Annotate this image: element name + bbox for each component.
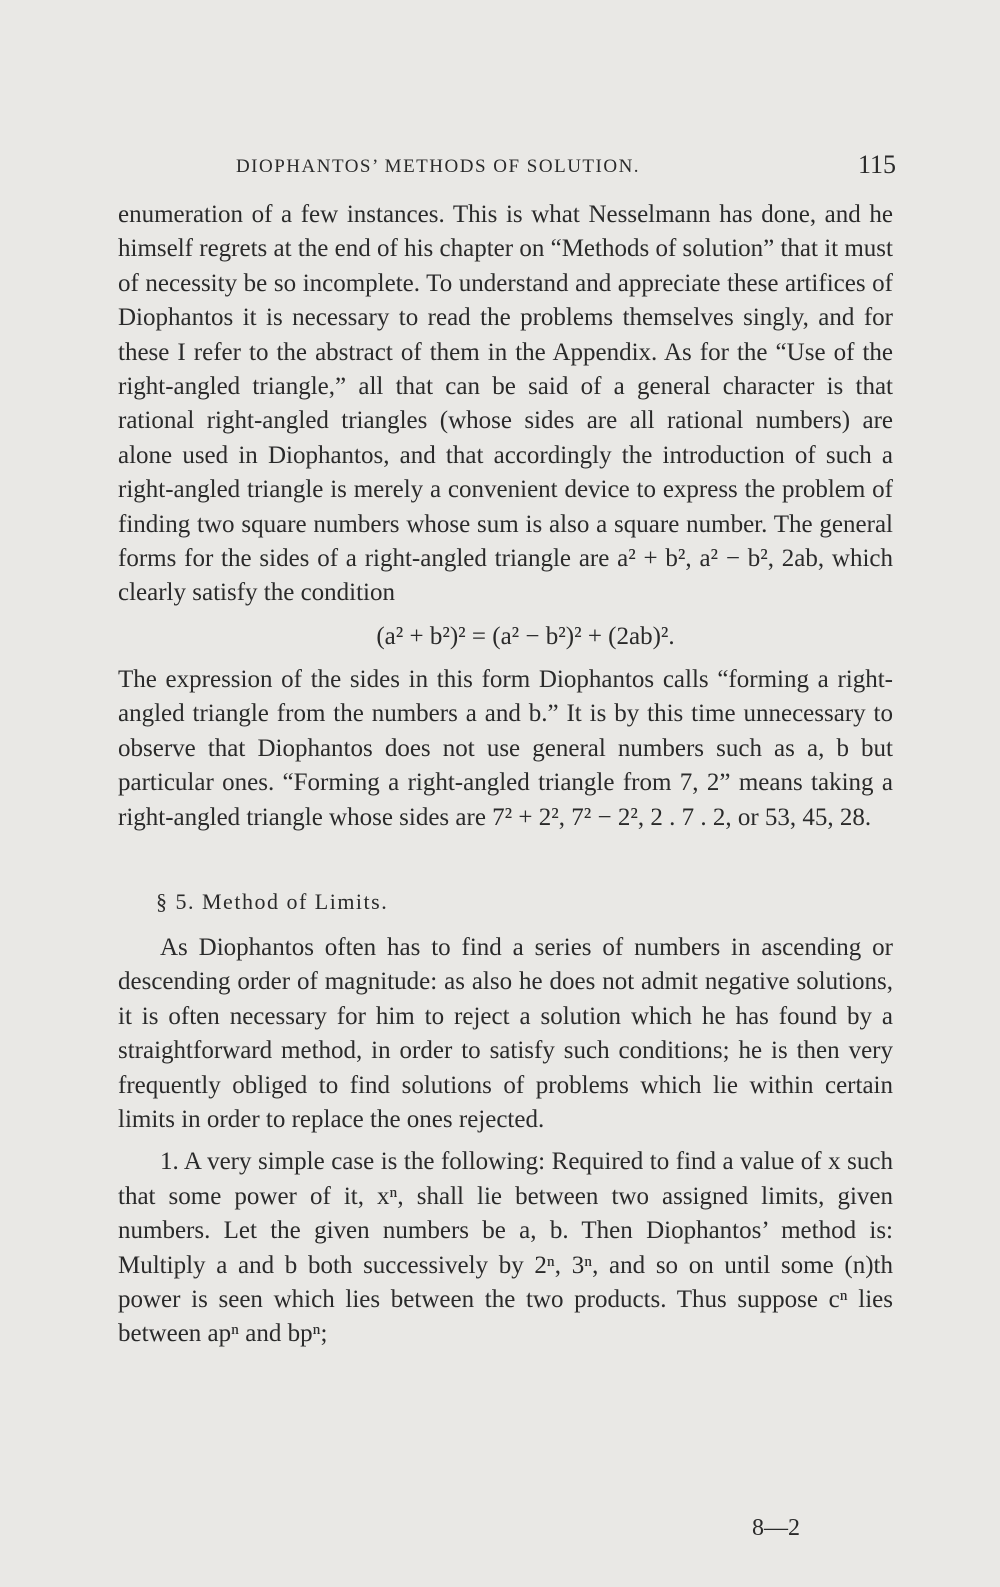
page-number: 115 xyxy=(857,150,896,179)
paragraph-simple-case: 1. A very simple case is the following: Required to find a value of x such that some power of it, xⁿ, shall lie between two assigned limits, given numbers. Let the given numbers be a, b. Then Diophantos’ method is: Multiply a and b both successively by 2ⁿ, 3ⁿ, and so on until some (n)th power is seen which lies between the two products. Thus suppose cⁿ lies between apⁿ and bpⁿ; xyxy=(118,1148,893,1348)
paragraph-continuation: enumeration of a few instances. This is what Nesselmann has done, and he himself regrets at the end of his chapter on “Methods of solution” that it must of necessity be so incomplete. To understand and appreciate these artifices of Diophantos it is necessary to read the problems themselves singly, and for these I refer to the abstract of them in the Appendix. As for the “Use of the right-angled triangle,” all that can be said of a general character is that rational right-angled triangles (whose sides are all rational numbers) are alone used in Diophantos, and that accordingly the introduction of such a right-angled triangle is merely a convenient device to express the problem of finding two square numbers whose sum is also a square number. The general forms for the sides of a right-angled triangle are a² + b², a² − b², 2ab, which clearly satisfy the condition xyxy=(118,201,893,607)
running-title: DIOPHANTOS’ METHODS OF SOLUTION. xyxy=(235,156,641,177)
equation: (a² + b²)² = (a² − b²)² + (2ab)². xyxy=(376,622,675,650)
running-head xyxy=(118,150,896,182)
body-text xyxy=(118,198,893,1352)
section-heading: § 5. Method of Limits. xyxy=(156,888,389,914)
signature-mark: 8—2 xyxy=(752,1515,800,1541)
paragraph-method-intro: As Diophantos often has to find a series of numbers in ascending or descending order of magnitude: as also he does not admit negative solutions, it is often necessary for him to reject a solution which he has found by a straightforward method, in order to satisfy such conditions; he is then very frequently obliged to find solutions of problems which lie within certain limits in order to replace the ones rejected. xyxy=(118,933,893,1133)
paragraph-forming-triangle: The expression of the sides in this form Diophantos calls “forming a right-angled triangle from the numbers a and b.” It is by this time unnecessary to observe that Diophantos does not use general numbers such as a, b but particular ones. “Forming a right-angled triangle from 7, 2” means taking a right-angled triangle whose sides are 7² + 2², 7² − 2², 2 . 7 . 2, or 53, 45, 28. xyxy=(118,665,893,831)
